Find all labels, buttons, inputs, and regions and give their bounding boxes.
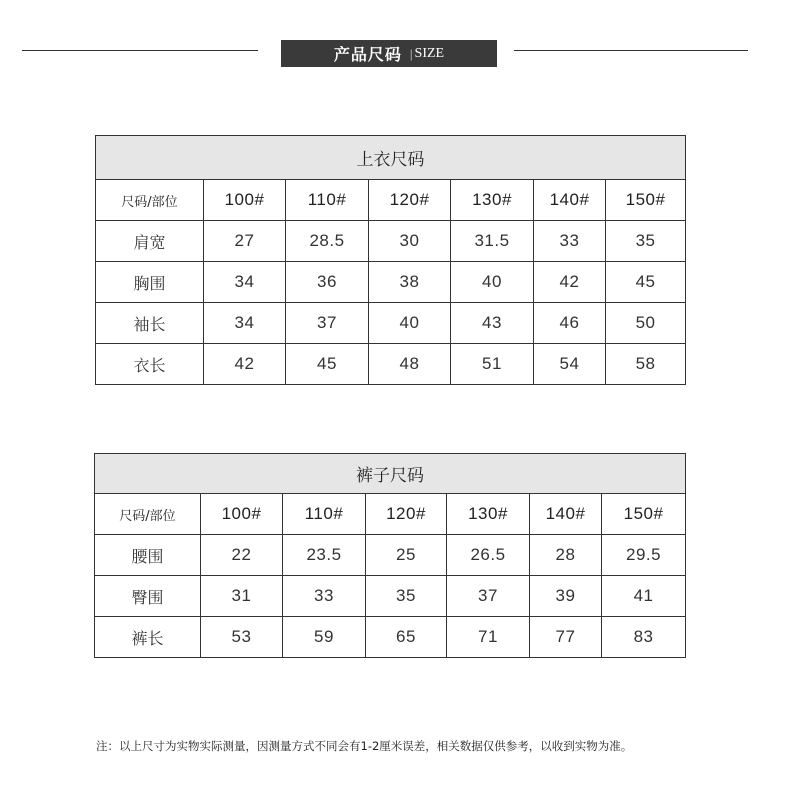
table-cell: 45 [286, 344, 369, 385]
bottom-table-col-header: 120# [366, 494, 447, 535]
bottom-size-table [94, 453, 686, 658]
bottom-table-col-header: 110# [283, 494, 366, 535]
top-table-col-header: 150# [606, 180, 686, 221]
measurement-note: 注：以上尺寸为实物实际测量，因测量方式不同会有1-2厘米误差，相关数据仅供参考，以收到实物为准。 [96, 739, 633, 753]
table-cell: 22 [201, 535, 283, 576]
table-cell: 31.5 [451, 221, 534, 262]
table-row [96, 262, 686, 303]
section-header [281, 40, 497, 67]
table-cell: 29.5 [602, 535, 686, 576]
header-divider-right [514, 50, 748, 51]
table-cell: 41 [602, 576, 686, 617]
table-cell: 77 [530, 617, 602, 658]
row-label: 袖长 [96, 303, 204, 344]
table-cell: 48 [369, 344, 451, 385]
table-cell: 83 [602, 617, 686, 658]
section-header-title: 产品尺码 [333, 45, 402, 64]
table-cell: 28 [530, 535, 602, 576]
top-table-title: 上衣尺码 [96, 136, 686, 180]
table-cell: 34 [204, 262, 286, 303]
table-cell: 33 [283, 576, 366, 617]
table-cell: 39 [530, 576, 602, 617]
table-cell: 23.5 [283, 535, 366, 576]
row-label: 臀围 [95, 576, 201, 617]
row-label: 衣长 [96, 344, 204, 385]
table-cell: 42 [204, 344, 286, 385]
table-cell: 71 [447, 617, 530, 658]
table-cell: 54 [534, 344, 606, 385]
table-cell: 51 [451, 344, 534, 385]
table-cell: 34 [204, 303, 286, 344]
table-cell: 45 [606, 262, 686, 303]
table-cell: 65 [366, 617, 447, 658]
table-cell: 38 [369, 262, 451, 303]
table-row [96, 221, 686, 262]
table-cell: 37 [286, 303, 369, 344]
top-table-col-header: 130# [451, 180, 534, 221]
table-cell: 35 [606, 221, 686, 262]
table-cell: 28.5 [286, 221, 369, 262]
table-cell: 36 [286, 262, 369, 303]
top-table-col-header: 110# [286, 180, 369, 221]
table-cell: 50 [606, 303, 686, 344]
row-label: 裤长 [95, 617, 201, 658]
bottom-table-col-header: 150# [602, 494, 686, 535]
table-row [95, 576, 686, 617]
top-size-table [95, 135, 686, 385]
table-cell: 26.5 [447, 535, 530, 576]
row-label: 胸围 [96, 262, 204, 303]
header-divider-left [22, 50, 258, 51]
table-cell: 40 [451, 262, 534, 303]
table-row [96, 344, 686, 385]
table-cell: 53 [201, 617, 283, 658]
table-cell: 33 [534, 221, 606, 262]
top-table-col-header: 100# [204, 180, 286, 221]
table-cell: 59 [283, 617, 366, 658]
table-cell: 43 [451, 303, 534, 344]
section-header-subtitle: SIZE [414, 45, 445, 61]
top-table-col-header: 120# [369, 180, 451, 221]
top-table-col-header: 140# [534, 180, 606, 221]
table-cell: 35 [366, 576, 447, 617]
bottom-table-col-header: 100# [201, 494, 283, 535]
table-row [95, 617, 686, 658]
table-cell: 40 [369, 303, 451, 344]
bottom-table-col-header: 140# [530, 494, 602, 535]
table-row [96, 303, 686, 344]
table-cell: 30 [369, 221, 451, 262]
bottom-table-corner-header: 尺码/部位 [95, 494, 201, 535]
table-cell: 37 [447, 576, 530, 617]
table-cell: 31 [201, 576, 283, 617]
bottom-table-col-header: 130# [447, 494, 530, 535]
top-table-corner-header: 尺码/部位 [96, 180, 204, 221]
section-header-separator: | [409, 45, 413, 61]
bottom-table-title: 裤子尺码 [95, 454, 686, 494]
table-row [95, 535, 686, 576]
row-label: 肩宽 [96, 221, 204, 262]
row-label: 腰围 [95, 535, 201, 576]
table-cell: 25 [366, 535, 447, 576]
table-cell: 27 [204, 221, 286, 262]
table-cell: 46 [534, 303, 606, 344]
table-cell: 58 [606, 344, 686, 385]
table-cell: 42 [534, 262, 606, 303]
